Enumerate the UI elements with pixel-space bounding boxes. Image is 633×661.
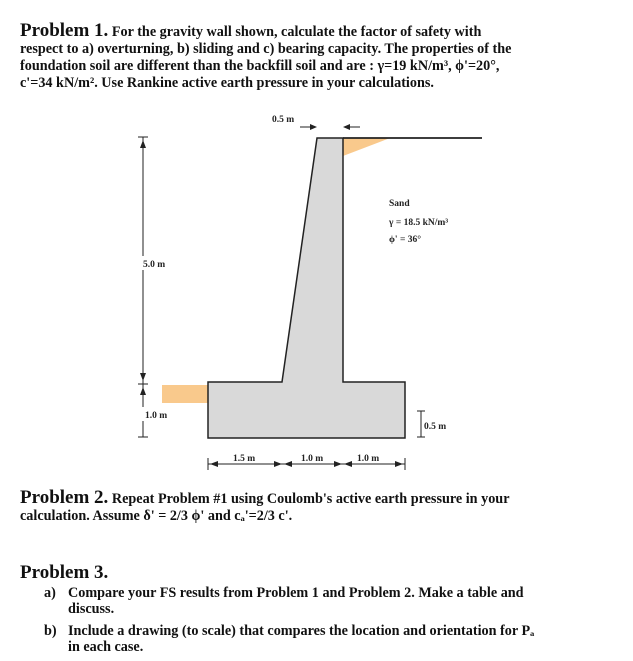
problem-2 <box>20 489 620 525</box>
sand-phi: ϕ' = 36° <box>389 235 422 245</box>
problem-1-heading: Problem 1. <box>20 20 109 41</box>
heel-label: 1.0 m <box>357 454 380 464</box>
problem-1-line-1: Problem 1. For the gravity wall shown, calculate the factor of safety with <box>20 20 482 41</box>
toe-label: 1.5 m <box>233 454 256 464</box>
sand-label: Sand <box>389 199 410 209</box>
arrow-top-left <box>310 124 317 130</box>
top-width-label: 0.5 m <box>272 115 295 125</box>
arrow-top-right <box>343 124 350 130</box>
item-b-line-1: Include a drawing (to scale) that compares the location and orientation for Pₐ <box>68 623 535 639</box>
gravity-wall <box>208 138 405 438</box>
problem-1-line-3: foundation soil are different than the backfill soil and are : γ=19 kN/m³, ϕ'=20°, <box>20 58 500 74</box>
problem-1-line-2: respect to a) overturning, b) sliding and c) bearing capacity. The properties of the <box>20 41 512 57</box>
base-thickness-label: 0.5 m <box>424 422 447 432</box>
problem-2-line-2: calculation. Assume δ' = 2/3 ϕ' and cₐ'=2/3 c'. <box>20 508 293 524</box>
problem-2-line-1: Problem 2. Repeat Problem #1 using Coulomb's active earth pressure in your <box>20 487 510 508</box>
problem-2-heading: Problem 2. <box>20 487 109 508</box>
item-a-line-1: Compare your FS results from Problem 1 and Problem 2. Make a table and <box>68 585 524 601</box>
item-b-label: b) <box>44 623 57 639</box>
item-a-line-2: discuss. <box>68 601 115 617</box>
sand-gamma: γ = 18.5 kN/m³ <box>389 218 449 228</box>
item-b-line-2: in each case. <box>68 639 144 655</box>
problem-3-heading: Problem 3. <box>20 562 109 583</box>
height-label: 5.0 m <box>143 260 166 270</box>
item-a-label: a) <box>44 585 56 601</box>
problem-1-line-4: c'=34 kN/m². Use Rankine active earth pressure in your calculations. <box>20 75 434 91</box>
backfill-soil <box>343 138 390 156</box>
embed-label: 1.0 m <box>145 411 168 421</box>
stem-label: 1.0 m <box>301 454 324 464</box>
